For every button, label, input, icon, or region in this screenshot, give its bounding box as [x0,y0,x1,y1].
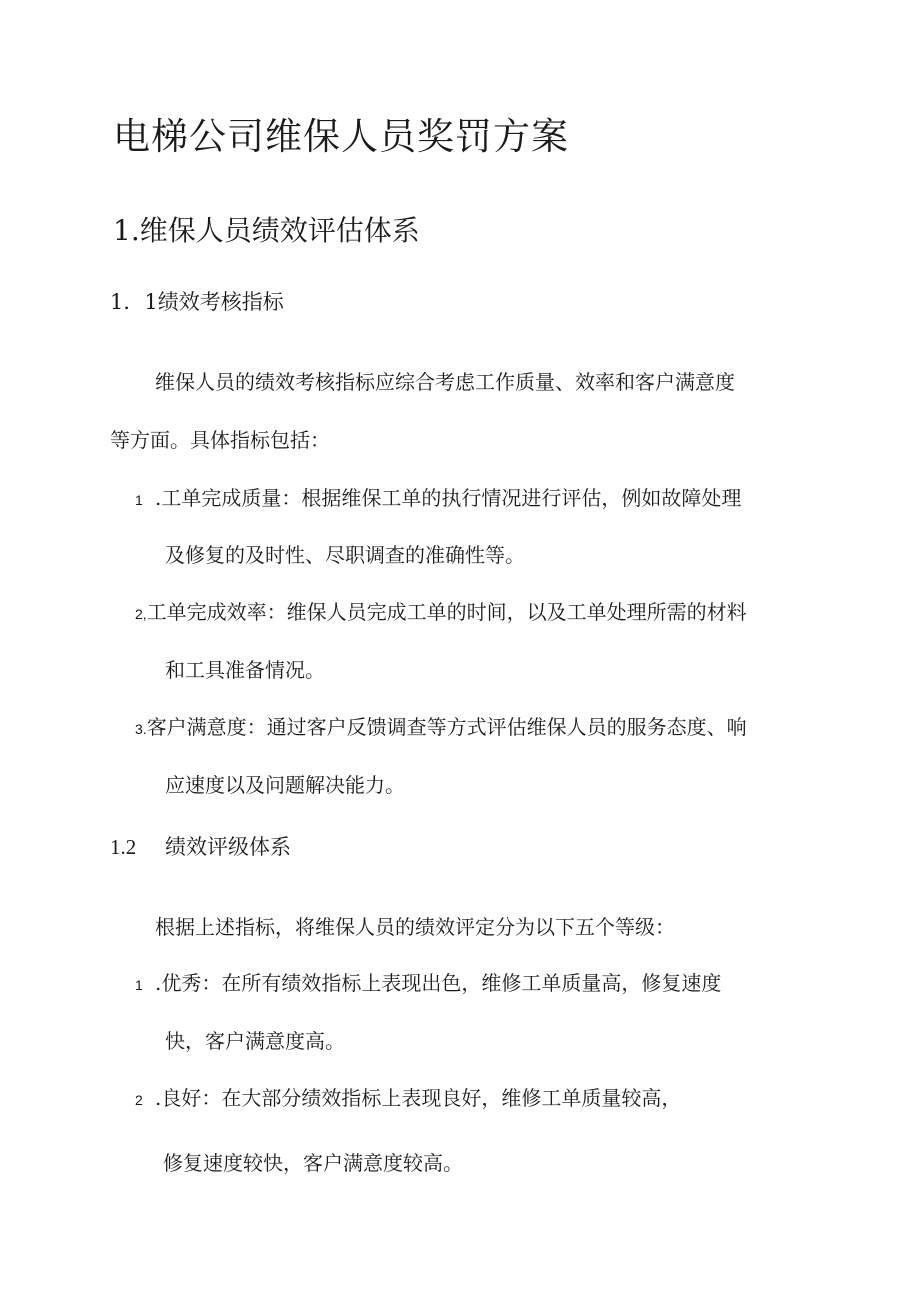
paragraph-line: 维保人员的绩效考核指标应综合考虑工作质量、效率和客户满意度 [155,370,735,394]
list-item-continuation: 修复速度较快，客户满意度较高。 [163,1151,463,1175]
list-item-text: .优秀：在所有绩效指标上表现出色，维修工单质量高，修复速度 [155,971,722,995]
subsection-heading-1-1: 1．1绩效考核指标 [110,290,284,314]
list-marker: 3. [135,721,147,737]
list-item [135,973,721,993]
list-item-continuation: 及修复的及时性、尽职调查的准确性等。 [165,543,525,567]
paragraph-line: 等方面。具体指标包括： [110,428,330,452]
list-marker: 2 [135,1092,143,1108]
paragraph-line: 根据上述指标，将维保人员的绩效评定分为以下五个等级： [155,915,675,939]
list-item-text: 客户满意度：通过客户反馈调查等方式评估维保人员的服务态度、响 [146,715,747,739]
list-marker: 1 [135,977,143,993]
section-heading: 1.维保人员绩效评估体系 [113,214,420,247]
list-item [135,488,741,508]
subsection-label: 绩效评级体系 [165,835,291,859]
document-title: 电梯公司维保人员奖罚方案 [113,115,569,158]
list-item-continuation: 应速度以及问题解决能力。 [165,773,405,797]
subsection-number: 1.2 [110,835,137,859]
subsection-heading-1-2 [110,837,291,858]
list-item-text: 工单完成效率：维保人员完成工单的时间，以及工单处理所需的材料 [146,600,747,624]
list-item [135,602,747,622]
list-item-continuation: 快，客户满意度高。 [165,1029,345,1053]
list-item [135,1088,681,1108]
list-marker: 1 [135,492,143,508]
list-item-continuation: 和工具准备情况。 [165,658,325,682]
list-marker: 2, [135,606,147,622]
list-item-text: .良好：在大部分绩效指标上表现良好，维修工单质量较高， [155,1086,682,1110]
list-item-text: .工单完成质量：根据维保工单的执行情况进行评估，例如故障处理 [155,486,742,510]
list-item [135,717,747,737]
